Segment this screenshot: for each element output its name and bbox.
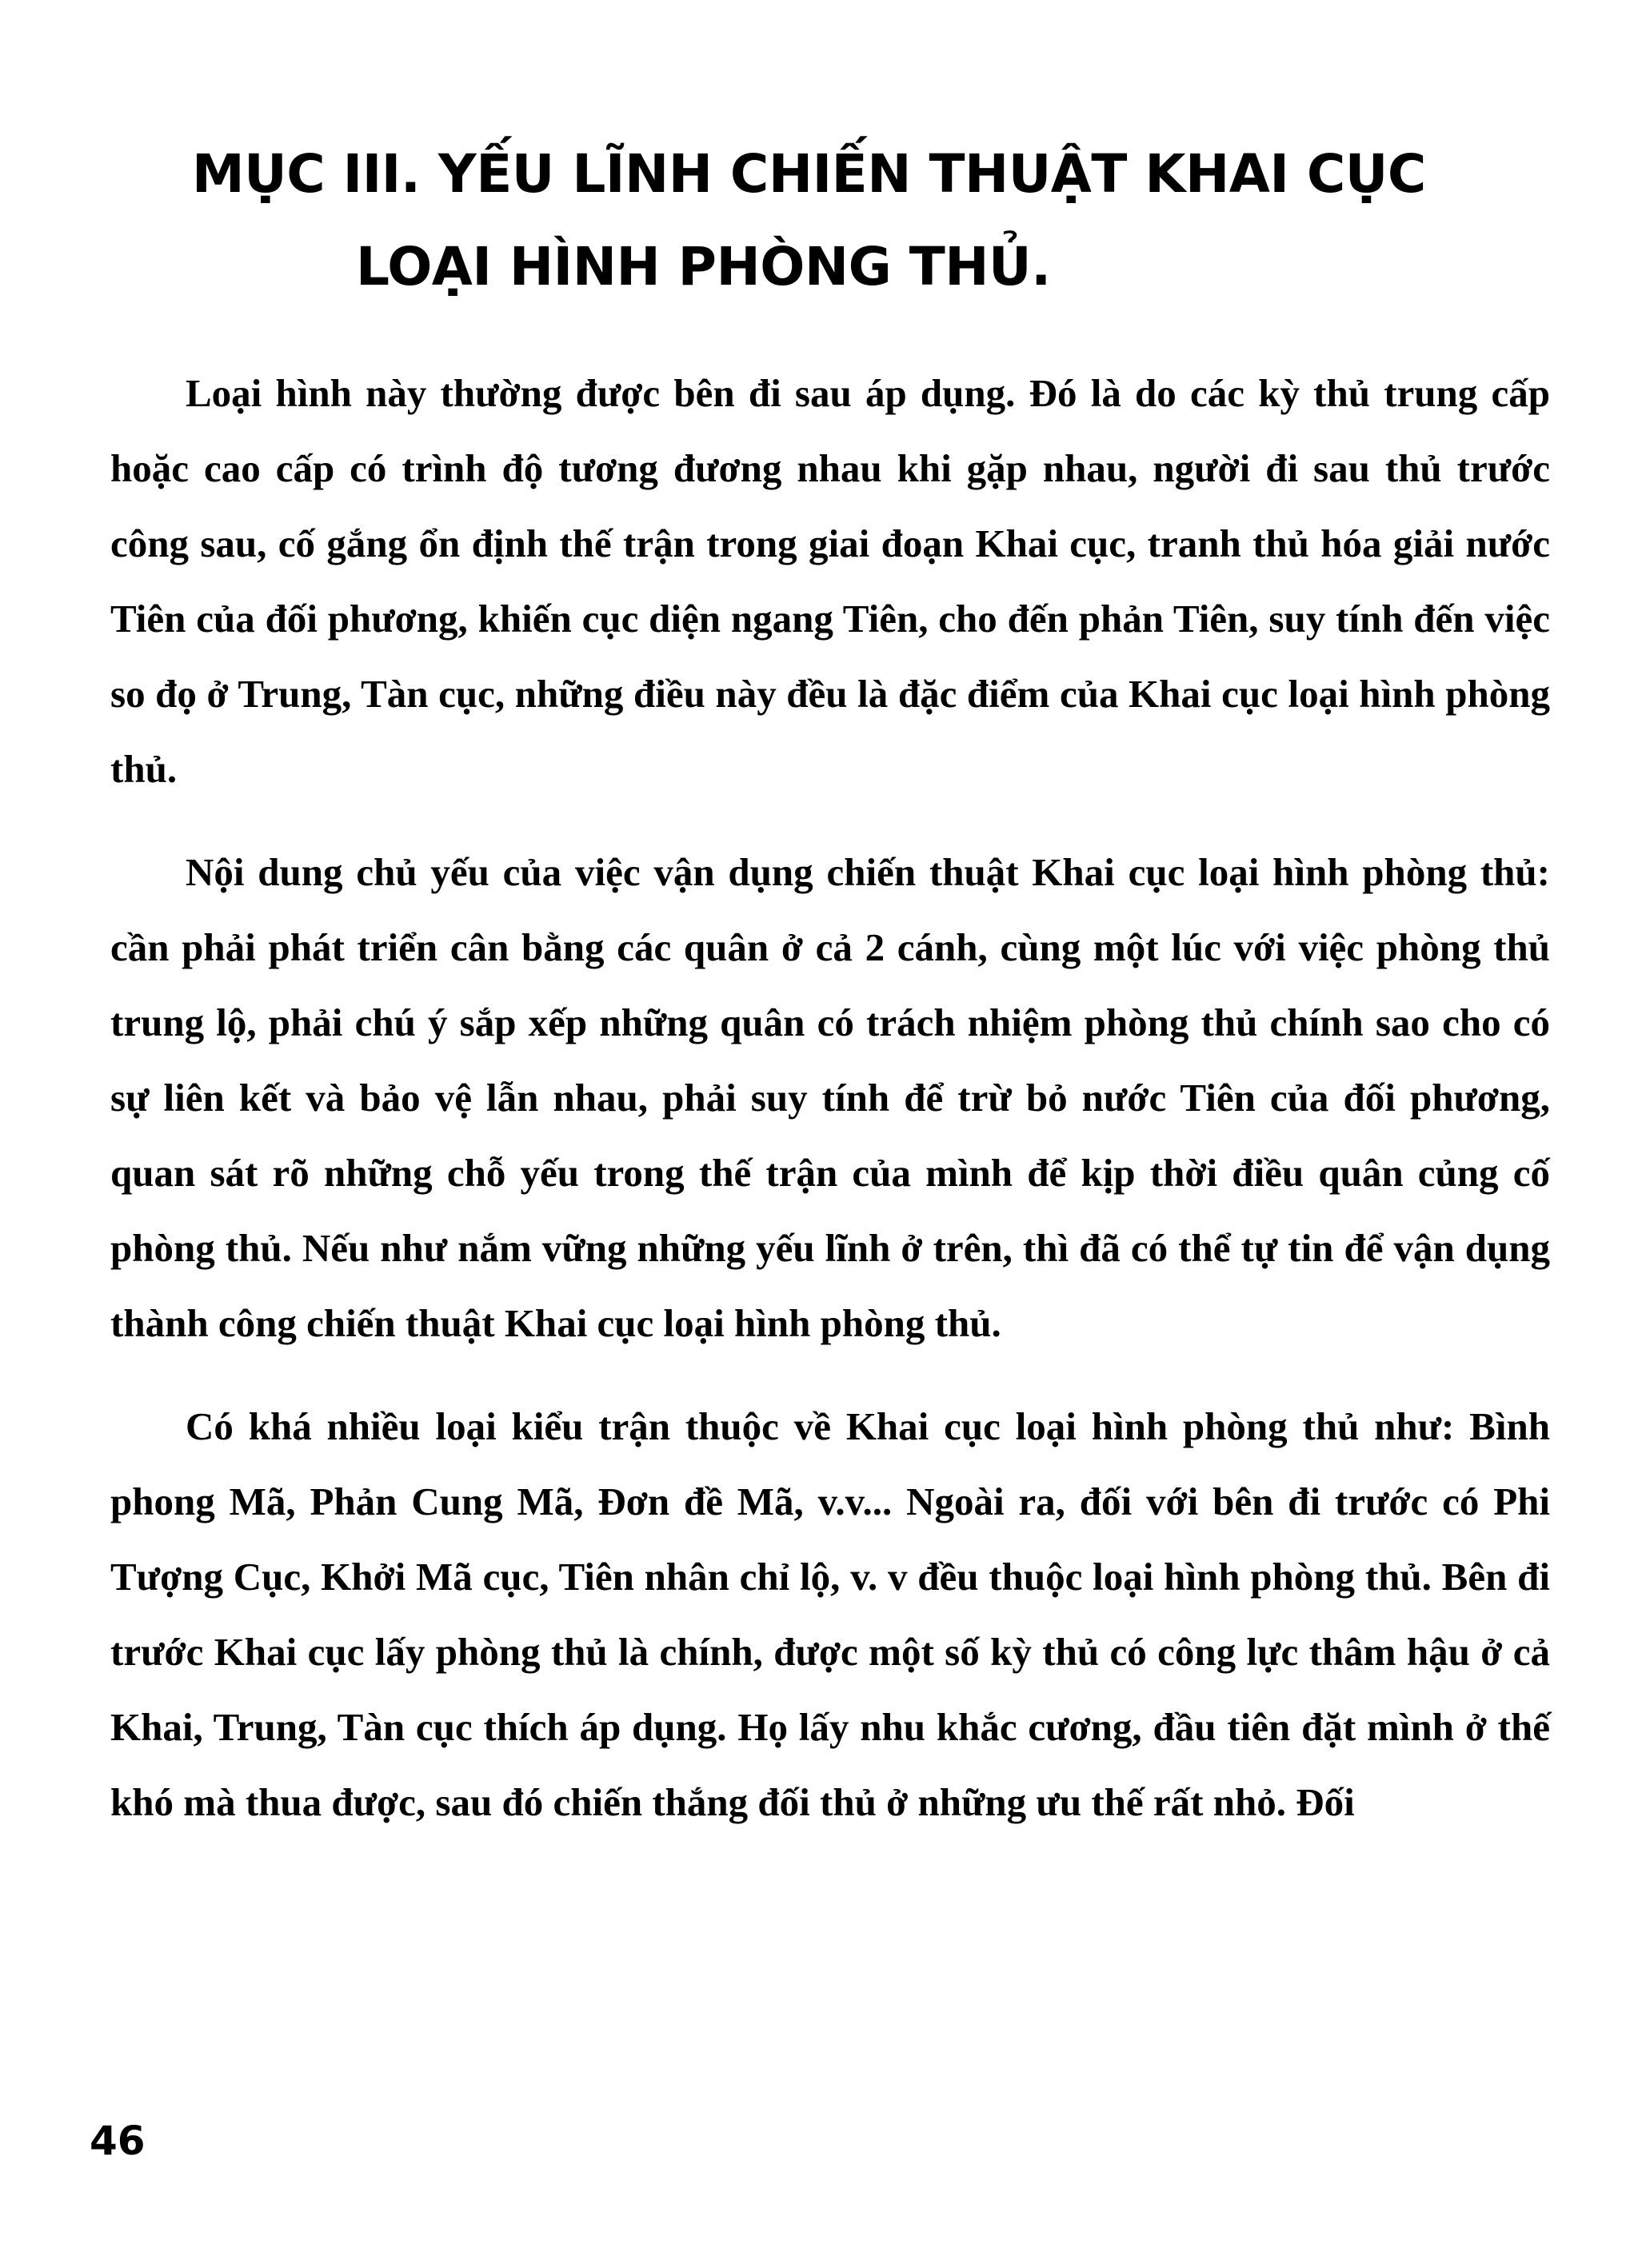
section-heading [192,128,1552,313]
paragraph-2: Nội dung chủ yếu của việc vận dụng chiến thuật Khai cục loại hình phòng thủ: cần phải phát triển cân bằng các quân ở cả 2 cánh, cùng một lúc với việc phòng thủ trung lộ, phải chú ý sắp xếp những quân có trách nhiệm phòng thủ chính sao cho có sự liên kết và bảo vệ lẫn nhau, phải suy tính để trừ bỏ nước Tiên của đối phương, quan sát rõ những chỗ yếu trong thế trận của mình để kịp thời điều quân củng cố phòng thủ. Nếu như nắm vững những yếu lĩnh ở trên, thì đã có thể tự tin để vận dụng thành công chiến thuật Khai cục loại hình phòng thủ. [110,850,1550,1345]
paragraph-1: Loại hình này thường được bên đi sau áp dụng. Đó là do các kỳ thủ trung cấp hoặc cao cấp có trình độ tương đương nhau khi gặp nhau, người đi sau thủ trước công sau, cố gắng ổn định thế trận trong giai đoạn Khai cục, tranh thủ hóa giải nước Tiên của đối phương, khiến cục diện ngang Tiên, cho đến phản Tiên, suy tính đến việc so đọ ở Trung, Tàn cục, những điều này đều là đặc điểm của Khai cục loại hình phòng thủ. [110,371,1550,791]
body-text [110,356,1550,1868]
page-number: 46 [90,2118,146,2164]
section-heading-line-2: LOẠI HÌNH PHÒNG THỦ. [356,236,1051,297]
paragraph-3: Có khá nhiều loại kiểu trận thuộc về Khai cục loại hình phòng thủ như: Bình phong Mã, Phản Cung Mã, Đơn đề Mã, v.v... Ngoài ra, đối với bên đi trước có Phi Tượng Cục, Khởi Mã cục, Tiên nhân chỉ lộ, v. v đều thuộc loại hình phòng thủ. Bên đi trước Khai cục lấy phòng thủ là chính, được một số kỳ thủ có công lực thâm hậu ở cả Khai, Trung, Tàn cục thích áp dụng. Họ lấy nhu khắc cương, đầu tiên đặt mình ở thế khó mà thua được, sau đó chiến thắng đối thủ ở những ưu thế rất nhỏ. Đối [110,1404,1550,1824]
section-heading-line-1: MỤC III. YẾU LĨNH CHIẾN THUẬT KHAI CỤC [192,143,1426,205]
